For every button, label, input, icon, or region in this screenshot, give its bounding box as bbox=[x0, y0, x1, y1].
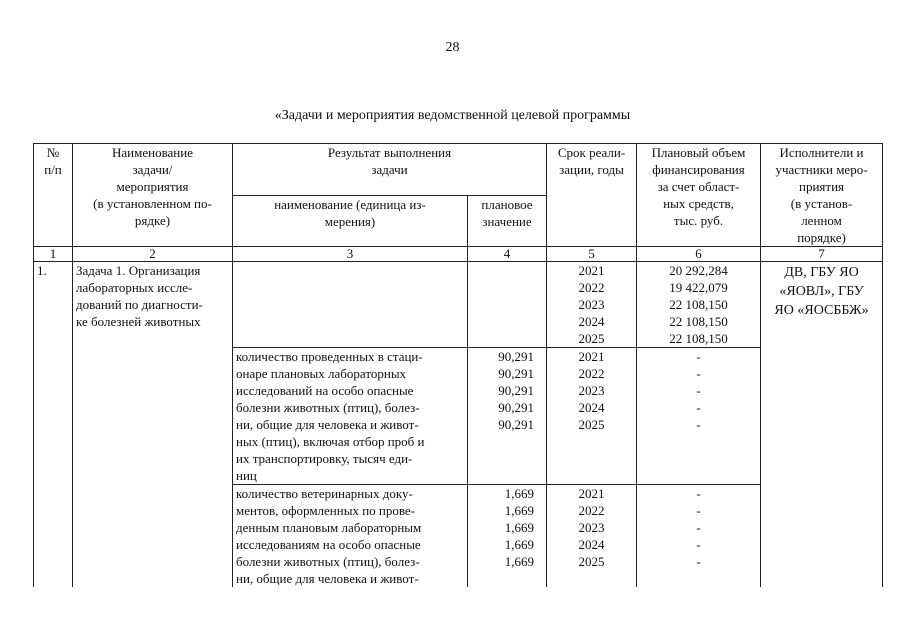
indicator-values: 90,291 90,291 90,291 90,291 90,291 bbox=[468, 348, 547, 485]
task-name: Задача 1. Организация лабораторных иссле- дований по диагности- ке болезней животных bbox=[73, 262, 233, 588]
indicator-financing: - - - - - bbox=[637, 348, 761, 485]
column-number: 4 bbox=[468, 247, 547, 262]
column-number: 2 bbox=[73, 247, 233, 262]
header-financing: Плановый объем финансирования за счет област- ных средств, тыс. руб. bbox=[637, 144, 761, 247]
column-number: 1 bbox=[34, 247, 73, 262]
indicator-years: 2021 2022 2023 2024 2025 bbox=[547, 348, 637, 485]
task-value-empty bbox=[468, 262, 547, 348]
column-number: 6 bbox=[637, 247, 761, 262]
header-result-name: наименование (единица из- мерения) bbox=[233, 195, 468, 247]
task-number: 1. bbox=[34, 262, 73, 588]
column-number: 7 bbox=[761, 247, 883, 262]
page-number: 28 bbox=[445, 40, 460, 55]
column-numbers-row bbox=[34, 247, 883, 262]
task-indicator-empty bbox=[233, 262, 468, 348]
document-title: «Задачи и мероприятия ведомственной целевой программы bbox=[274, 108, 631, 123]
header-num: № п/п bbox=[34, 144, 73, 247]
task-row bbox=[34, 262, 883, 348]
indicator-years: 2021 2022 2023 2024 2025 bbox=[547, 485, 637, 588]
task-executors: ДВ, ГБУ ЯО «ЯОВЛ», ГБУ ЯО «ЯОСББЖ» bbox=[761, 262, 883, 588]
header-task-name: Наименование задачи/ мероприятия (в установленном по- рядке) bbox=[73, 144, 233, 247]
column-number: 5 bbox=[547, 247, 637, 262]
task-years: 2021 2022 2023 2024 2025 bbox=[547, 262, 637, 348]
indicator-name: количество ветеринарных доку- ментов, оформленных по прове- денным плановым лабораторным исследованиям на особо опасные болезни животных (птиц), болез- ни, общие для человека и живот- bbox=[233, 485, 468, 588]
header-result: Результат выполнения задачи bbox=[233, 144, 547, 196]
tasks-table bbox=[33, 143, 883, 587]
indicator-values: 1,669 1,669 1,669 1,669 1,669 bbox=[468, 485, 547, 588]
header-row-1 bbox=[34, 144, 883, 196]
indicator-name: количество проведенных в стаци- онаре плановых лабораторных исследований на особо опасные болезни животных (птиц), болез- ни, общие для человека и живот- ных (птиц), включая отбор проб и их транспортировку, тысяч еди- ниц bbox=[233, 348, 468, 485]
header-executors: Исполнители и участники меро- приятия (в установ- ленном порядке) bbox=[761, 144, 883, 247]
indicator-financing: - - - - - bbox=[637, 485, 761, 588]
header-planned-value: плановое значение bbox=[468, 195, 547, 247]
header-period: Срок реали- зации, годы bbox=[547, 144, 637, 247]
task-financing: 20 292,284 19 422,079 22 108,150 22 108,150 22 108,150 bbox=[637, 262, 761, 348]
column-number: 3 bbox=[233, 247, 468, 262]
